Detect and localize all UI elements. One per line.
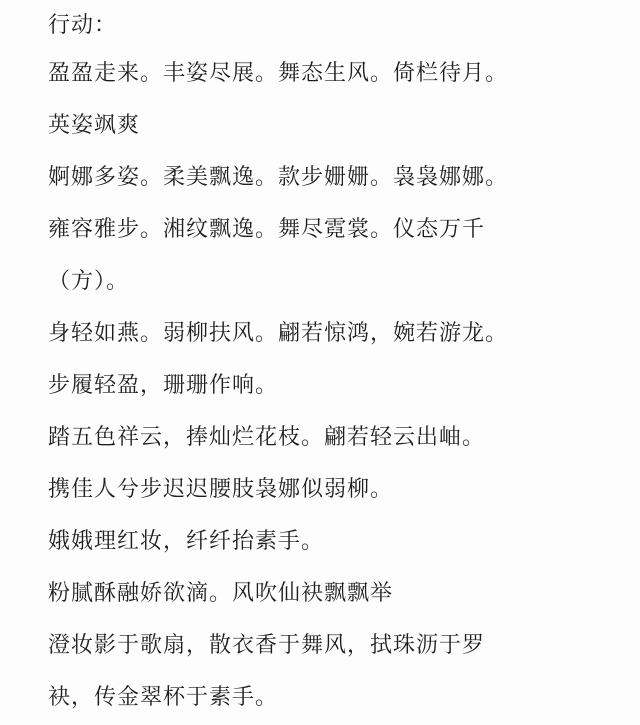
- text-line: 步履轻盈，珊珊作响。: [48, 373, 279, 398]
- text-line: 盈盈走来。丰姿尽展。舞态生风。倚栏待月。: [48, 61, 509, 86]
- text-line: （方）。: [48, 269, 130, 294]
- text-line: 携佳人兮步迟迟腰肢袅娜似弱柳。: [48, 477, 394, 502]
- text-line: 袂，传金翠杯于素手。: [48, 685, 279, 710]
- text-line: 娥娥理红妆，纤纤抬素手。: [48, 529, 325, 554]
- text-line: 行动：: [48, 13, 118, 38]
- text-line: 澄妆影于歌扇，散衣香于舞风，拭珠沥于罗: [48, 633, 486, 658]
- text-line: 踏五色祥云，捧灿烂花枝。翩若轻云出岫。: [48, 425, 486, 450]
- text-line: 粉腻酥融娇欲滴。风吹仙袂飘飘举: [48, 581, 394, 606]
- text-line: 英姿飒爽: [48, 113, 141, 138]
- text-line: 婀娜多姿。柔美飘逸。款步姗姗。袅袅娜娜。: [48, 165, 509, 190]
- text-line: 雍容雅步。湘纹飘逸。舞尽霓裳。仪态万千: [48, 217, 486, 242]
- text-line: 身轻如燕。弱柳扶风。翩若惊鸿，婉若游龙。: [48, 321, 509, 346]
